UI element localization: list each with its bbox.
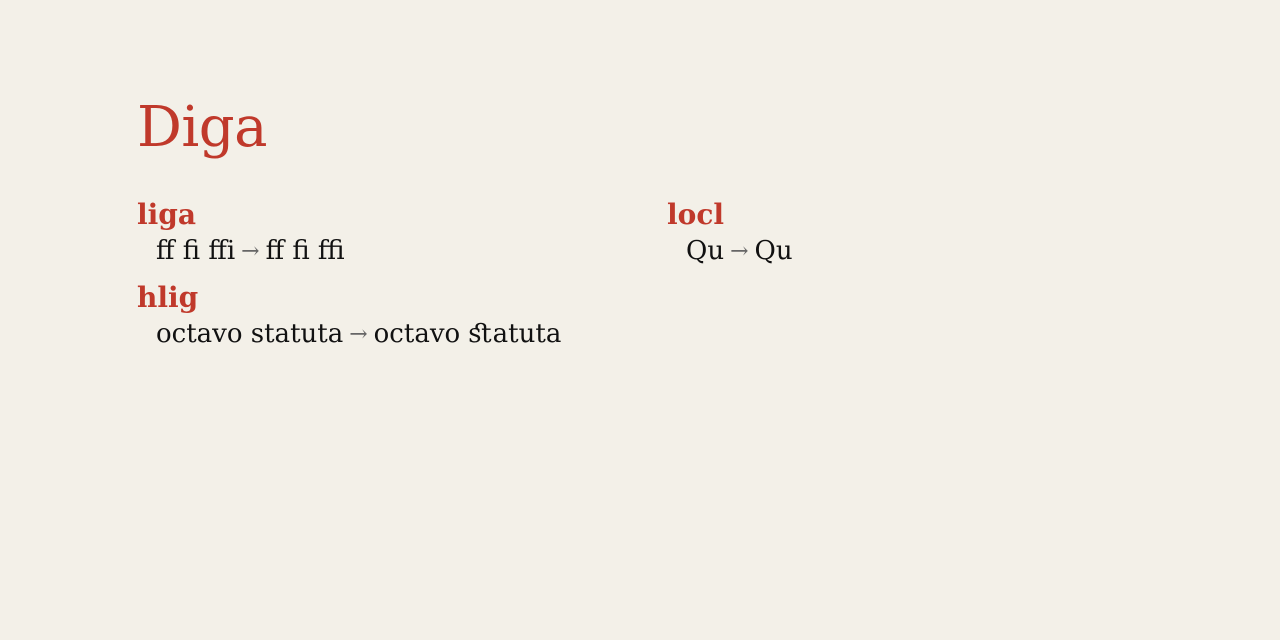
feature-sample-locl bbox=[686, 235, 793, 268]
arrow-icon: → bbox=[349, 322, 368, 347]
arrow-icon: → bbox=[241, 239, 260, 264]
sample-after-locl: Qu bbox=[754, 236, 793, 266]
feature-sample-hlig bbox=[156, 318, 561, 351]
feature-sample-liga bbox=[156, 235, 345, 268]
sample-before-locl: Qu bbox=[686, 236, 725, 266]
sample-before-liga: ff fi ffi bbox=[156, 236, 236, 266]
feature-tag-hlig: hlig bbox=[137, 281, 199, 314]
feature-block-hlig bbox=[137, 282, 561, 351]
feature-block-liga bbox=[137, 199, 345, 268]
feature-tag-liga: liga bbox=[137, 198, 196, 231]
arrow-icon: → bbox=[730, 239, 749, 264]
feature-tag-locl: locl bbox=[667, 198, 724, 231]
sample-after-liga: ﬀ ﬁ ﬃ bbox=[265, 236, 345, 266]
sample-before-hlig: octavo statuta bbox=[156, 319, 344, 349]
sample-after-hlig: octavo statuta bbox=[373, 319, 562, 349]
page-title: Diga bbox=[137, 95, 268, 160]
feature-block-locl bbox=[667, 199, 793, 268]
